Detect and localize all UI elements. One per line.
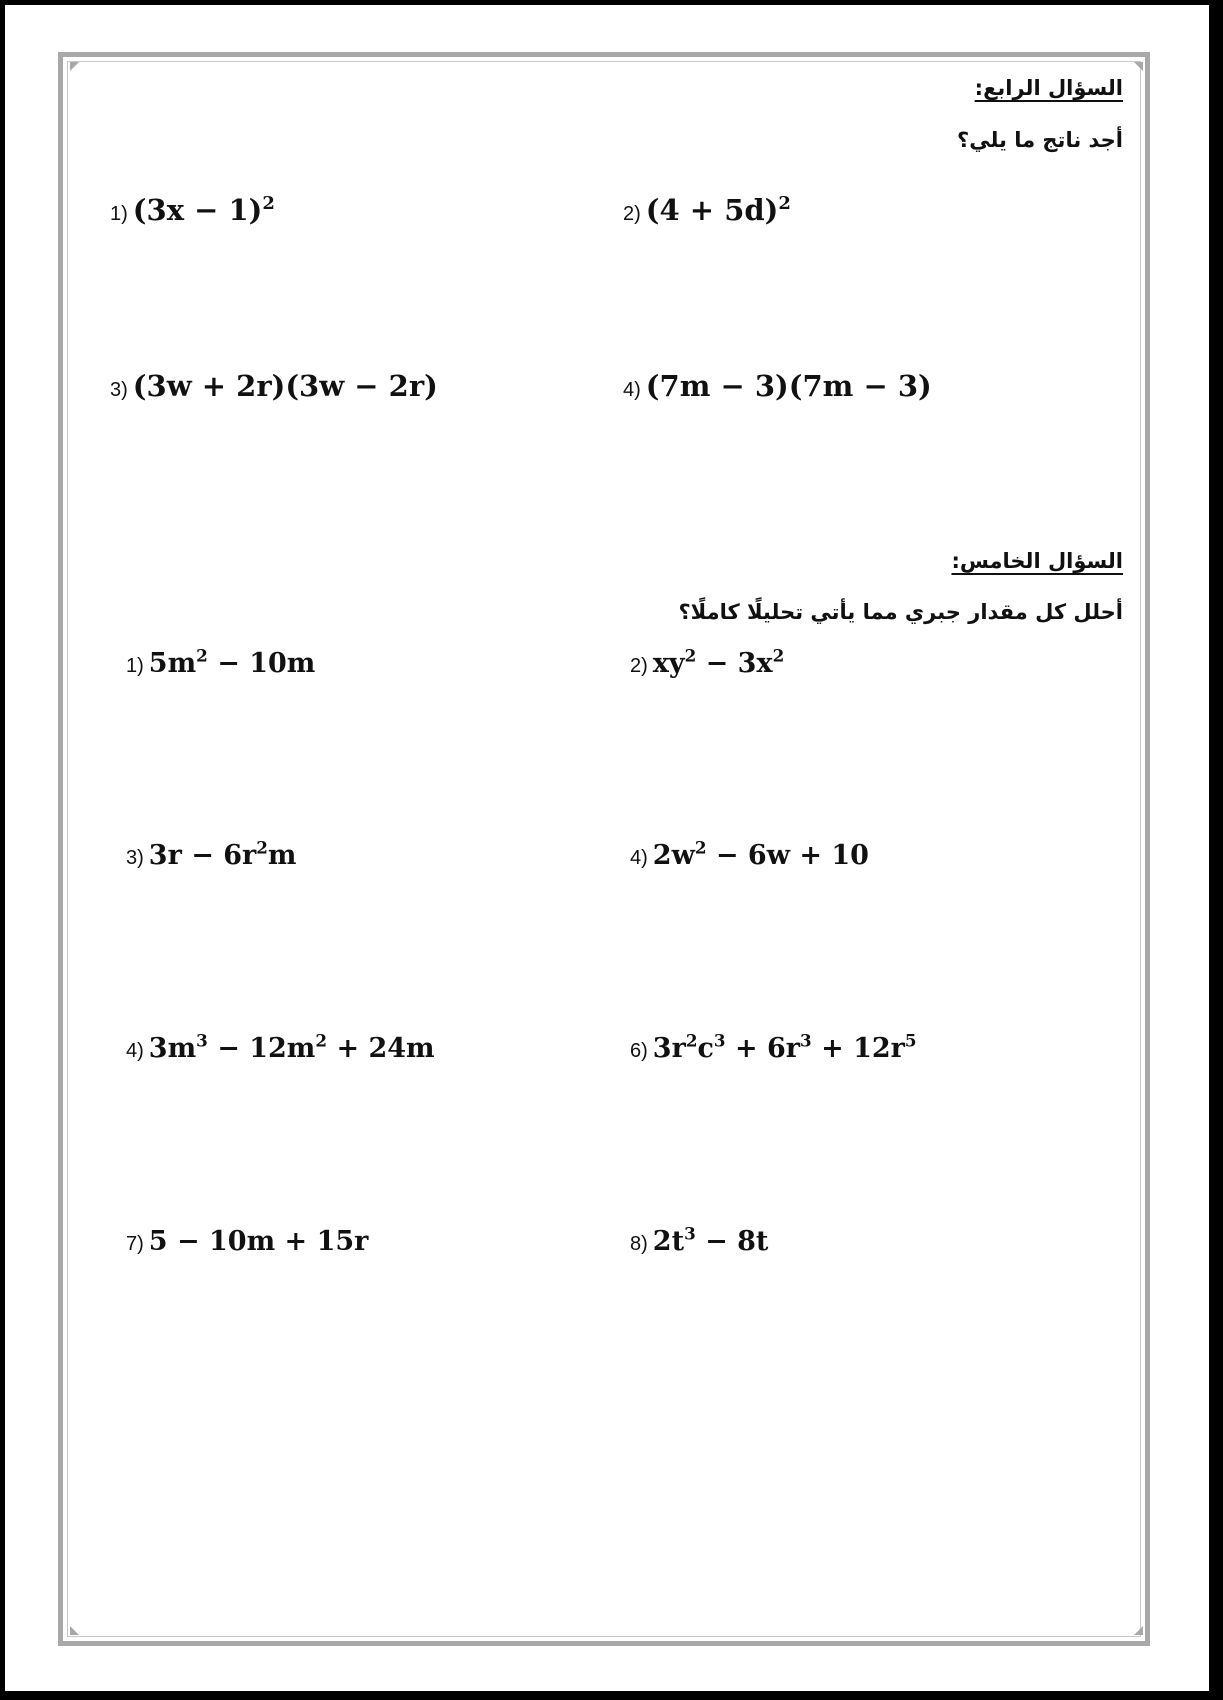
exponent: 2	[196, 645, 208, 666]
exponent: 3	[684, 1223, 696, 1244]
problem-number: 8)	[630, 1233, 648, 1255]
math-expression	[646, 193, 791, 227]
frame-corner-ornament	[1134, 1626, 1143, 1635]
problem-number: 3)	[110, 379, 128, 401]
exponent: 5	[904, 1030, 917, 1051]
math-expression	[652, 1030, 917, 1064]
math-expression	[148, 837, 297, 871]
expression-term: (4 + 5d)	[645, 193, 779, 227]
question5-title: السؤال الخامس:	[951, 549, 1123, 573]
problem-number: 1)	[110, 203, 128, 225]
problem-number: 4)	[126, 1040, 144, 1062]
expression-term: − 6w + 10	[706, 840, 869, 871]
problem-number: 4)	[630, 847, 648, 869]
expression-term: 5 − 10m + 15r	[148, 1226, 369, 1257]
exponent: 2	[772, 645, 785, 666]
exponent: 2	[685, 1030, 698, 1051]
problem-number: 4)	[623, 379, 641, 401]
math-expression	[652, 837, 869, 871]
problem-number: 1)	[126, 655, 144, 677]
q4-problem	[110, 193, 275, 227]
q5-problem	[126, 1226, 368, 1257]
expression-term: m	[267, 840, 297, 871]
q5-problem	[630, 837, 869, 871]
q5-problem	[126, 645, 316, 679]
math-expression	[646, 369, 932, 403]
expression-term: c	[697, 1033, 714, 1064]
exponent: 2	[694, 837, 707, 858]
problem-number: 6)	[630, 1040, 648, 1062]
frame-corner-ornament	[70, 1626, 79, 1635]
expression-term: (7m − 3)(7m − 3)	[645, 369, 932, 403]
expression-term: + 24m	[327, 1033, 435, 1064]
exponent: 2	[778, 192, 791, 214]
math-expression	[652, 1223, 769, 1257]
math-expression	[148, 645, 316, 679]
expression-term: 5m	[148, 648, 197, 679]
exponent: 3	[713, 1030, 726, 1051]
problem-number: 3)	[126, 847, 144, 869]
exponent: 3	[800, 1030, 812, 1051]
q5-problem	[126, 837, 297, 871]
q5-problem	[630, 1030, 917, 1064]
q5-problem	[126, 1030, 435, 1064]
expression-term: + 6r	[725, 1033, 801, 1064]
question4-title: السؤال الرابع:	[974, 76, 1123, 100]
math-expression	[149, 1226, 369, 1257]
math-expression	[652, 645, 785, 679]
expression-term: 3m	[148, 1033, 197, 1064]
frame-corner-ornament	[70, 62, 79, 71]
expression-term: xy	[652, 648, 685, 679]
frame-corner-ornament	[1134, 62, 1143, 71]
q4-problem	[623, 193, 791, 227]
expression-term: (3x − 1)	[132, 193, 263, 227]
exponent: 2	[262, 192, 275, 214]
exponent: 2	[256, 837, 268, 858]
expression-term: − 12m	[207, 1033, 316, 1064]
expression-term: 3r − 6r	[148, 840, 257, 871]
math-expression	[133, 193, 275, 227]
expression-term: − 8t	[695, 1226, 769, 1257]
expression-term: + 12r	[811, 1033, 905, 1064]
expression-term: 3r	[652, 1033, 686, 1064]
q5-problem	[630, 645, 785, 679]
expression-term: − 10m	[207, 648, 316, 679]
math-expression	[148, 1030, 435, 1064]
exponent: 3	[196, 1030, 208, 1051]
exponent: 2	[684, 645, 697, 666]
math-expression	[133, 369, 438, 403]
q5-problem	[630, 1223, 769, 1257]
q4-problem	[623, 369, 932, 403]
expression-term: 2t	[652, 1226, 685, 1257]
exponent: 2	[315, 1030, 328, 1051]
expression-term: 2w	[652, 840, 695, 871]
problem-number: 7)	[126, 1233, 144, 1255]
q4-problem	[110, 369, 438, 403]
expression-term: − 3x	[696, 648, 773, 679]
problem-number: 2)	[630, 655, 648, 677]
question5-instruction: أحلل كل مقدار جبري مما يأتي تحليلًا كاملًا؟	[678, 600, 1123, 624]
expression-term: (3w + 2r)(3w − 2r)	[132, 369, 438, 403]
question4-instruction: أجد ناتج ما يلي؟	[957, 128, 1123, 152]
problem-number: 2)	[623, 203, 641, 225]
